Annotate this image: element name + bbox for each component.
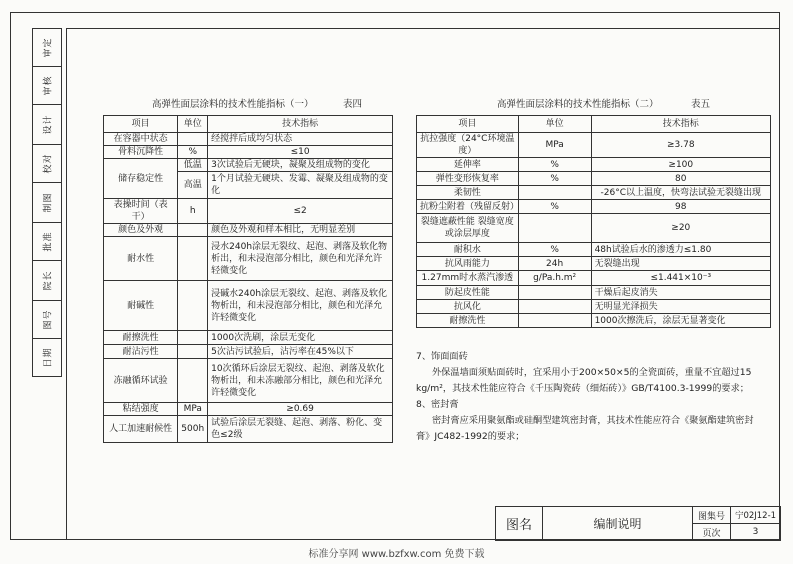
- table-row: 高温 1个月试验无硬块、发霉、凝聚及组成物的变化: [104, 172, 393, 199]
- table-row: 在容器中状态 经搅拌后成均匀状态: [104, 133, 393, 146]
- table-header-row: [417, 116, 771, 133]
- table-row: 抗粉尘附着（残留反射） % 98: [417, 200, 771, 214]
- side-label: 批准: [33, 223, 61, 261]
- table-row: 裂缝遮蔽性能 裂缝宽度或涂层厚度 ≥20: [417, 214, 771, 243]
- note-text: kg/m²，其技术性能应符合《千压陶瓷砖（细炻砖）》GB/T4100.3-1999的要求；: [416, 383, 749, 394]
- table-row: 骨料沉降性 % ≤10: [104, 146, 393, 159]
- side-label: 院长: [33, 261, 61, 301]
- side-label: 审定: [33, 29, 61, 67]
- table-row: 耐碱性 浸碱水240h涂层无裂纹、起泡、剥落及软化物析出，和未浸泡部分相比，颜色和光泽允许轻微变化: [104, 281, 393, 331]
- side-label: 校对: [33, 145, 61, 183]
- table-row: 耐积水 % 48h试验后水的渗透力≤1.80: [417, 243, 771, 257]
- table-header-row: [104, 116, 393, 133]
- drawing-name: 编制说明: [543, 507, 693, 541]
- note-text: 膏》JC482-1992的要求；: [416, 431, 525, 442]
- table-row: 人工加速耐候性 500h 试验后涂层无裂缝、起泡、剥落、粉化、变色≤2级: [104, 416, 393, 443]
- table-row: 耐擦洗性 1000次洗刷，涂层无变化: [104, 331, 393, 345]
- table5: [416, 115, 771, 328]
- side-label: 审核: [33, 67, 61, 105]
- table-row: 颜色及外观 颜色及外观和样本相比，无明显差别: [104, 224, 393, 237]
- column-header: 技术指标: [208, 116, 393, 133]
- column-header: 单位: [518, 116, 591, 133]
- drawing-name-label: 图名: [496, 507, 543, 541]
- note-heading: 7、饰面面砖: [416, 351, 468, 362]
- table4: [103, 115, 393, 443]
- page-number-label: 页次: [693, 524, 731, 541]
- title-block: [495, 506, 781, 541]
- table4-title: 高弹性面层涂料的技术性能指标（一）: [152, 99, 314, 110]
- side-label: 制图: [33, 183, 61, 223]
- table-row: 抗风化 无明显光泽损失: [417, 300, 771, 314]
- table-row: 1.27mm时水蒸汽渗透 g/Pa.h.m² ≤1.441×10⁻³: [417, 271, 771, 286]
- table-row: 防起皮性能 干燥后起皮消失: [417, 286, 771, 300]
- notes-section: [416, 349, 771, 445]
- table-row: 抗拉强度（24°C环境温度） MPa ≥3.78: [417, 133, 771, 158]
- note-text: 密封膏应采用聚氨酯或硅酮型建筑密封膏，其技术性能应符合《聚氨酯建筑密封: [432, 415, 754, 426]
- atlas-number-label: 图集号: [693, 507, 731, 524]
- column-header: 技术指标: [591, 116, 770, 133]
- table5-title: 高弹性面层涂料的技术性能指标（二）: [497, 99, 659, 110]
- side-label: 设计: [33, 105, 61, 145]
- table-row: 储存稳定性 低温 3次试验后无硬块，凝聚及组成物的变化: [104, 159, 393, 172]
- table-row: 延伸率 % ≥100: [417, 158, 771, 172]
- table-row: 耐水性 浸水240h涂层无裂纹、起泡、剥落及软化物析出，和未浸泡部分相比，颜色和光泽允许轻微变化: [104, 237, 393, 281]
- side-label: 日期: [43, 347, 54, 368]
- table5-tag: 表五: [691, 99, 711, 110]
- note-heading: 8、密封膏: [416, 399, 459, 410]
- table-row: 冻融循环试验 10次循环后涂层无裂纹、起泡、剥落及软化物析出，和未冻融部分相比，颜色和光泽允许轻微变化: [104, 359, 393, 403]
- column-header: 单位: [178, 116, 208, 133]
- page-number: 3: [731, 524, 781, 541]
- side-label: 图号: [33, 301, 61, 339]
- table-row: 耐沾污性 5次沾污试验后，沾污率在45%以下: [104, 345, 393, 359]
- column-header: 项目: [417, 116, 519, 133]
- footer-watermark: 标准分享网 www.bzfxw.com 免费下载: [308, 549, 485, 560]
- table4-tag: 表四: [343, 99, 363, 110]
- table-row: 柔韧性 -26°C以上温度，快弯法试验无裂缝出现: [417, 186, 771, 200]
- table-row: 粘结强度 MPa ≥0.69: [104, 403, 393, 416]
- column-header: 项目: [104, 116, 178, 133]
- side-signature-strip: [32, 28, 62, 377]
- note-text: 外保温墙面须贴面砖时，宜采用小于200×50×5的全瓷面砖，重量不宜超过15: [432, 367, 752, 378]
- table-row: 弹性变形恢复率 % 80: [417, 172, 771, 186]
- table-row: 表操时间（表干） h ≤2: [104, 199, 393, 224]
- table-row: 耐擦洗性 1000次擦洗后，涂层无显著变化: [417, 314, 771, 328]
- table-row: 抗风雨能力 24h 无裂缝出现: [417, 257, 771, 271]
- atlas-number: 宁02J12-1: [731, 507, 781, 524]
